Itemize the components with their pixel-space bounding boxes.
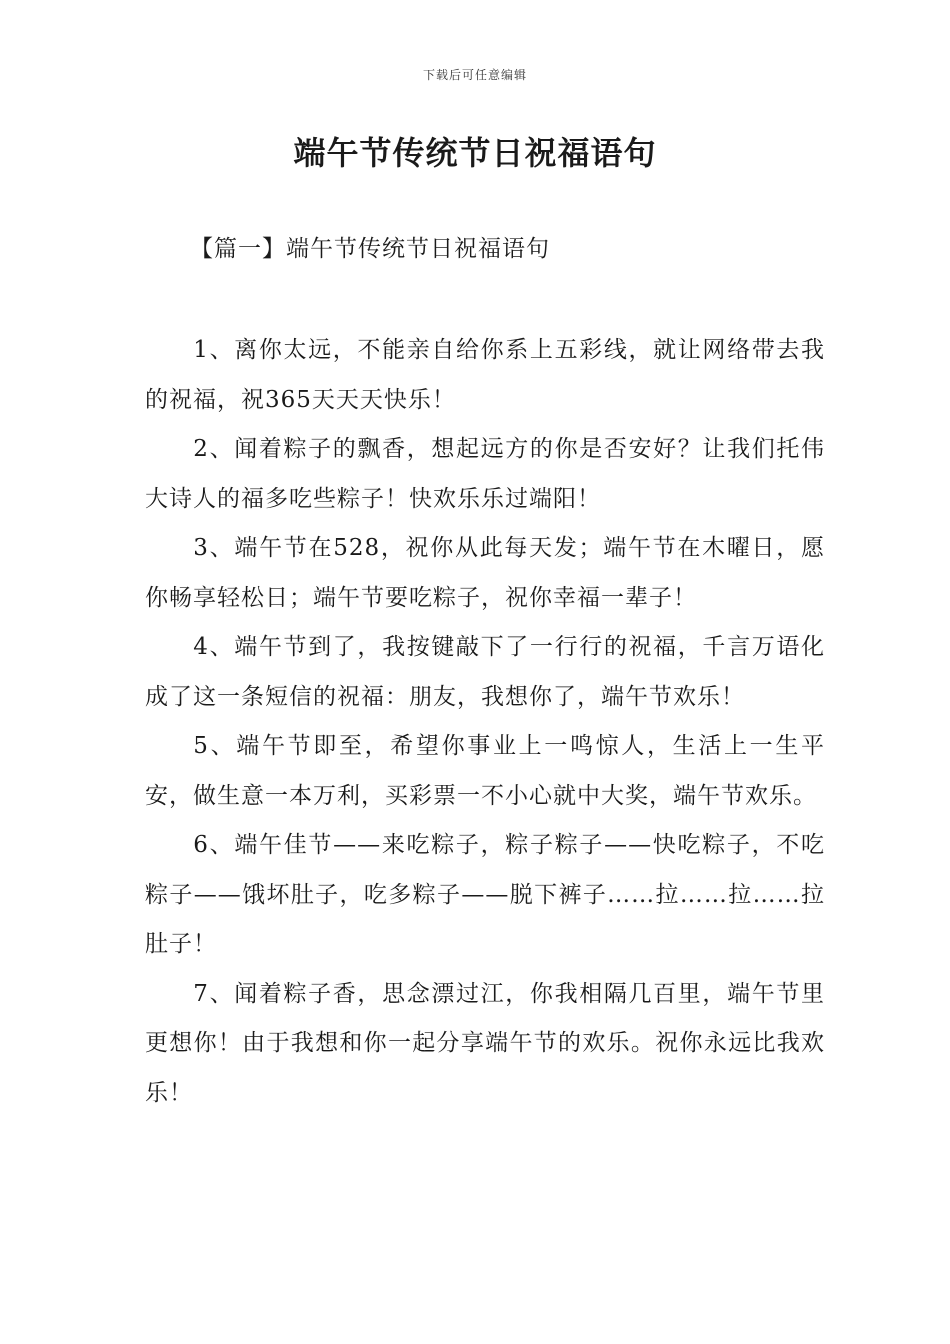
- body-text: [145, 326, 825, 1118]
- paragraph-1: 1、离你太远，不能亲自给你系上五彩线，就让网络带去我的祝福，祝365天天天快乐！: [145, 337, 825, 413]
- paragraph-2: 2、闻着粽子的飘香，想起远方的你是否安好？让我们托伟大诗人的福多吃些粽子！快欢乐乐过端阳！: [145, 436, 825, 512]
- paragraph-5: 5、端午节即至，希望你事业上一鸣惊人，生活上一生平安，做生意一本万利，买彩票一不小心就中大奖，端午节欢乐。: [145, 733, 825, 809]
- paragraph-7: 7、闻着粽子香，思念漂过江，你我相隔几百里，端午节里更想你！由于我想和你一起分享端午节的欢乐。祝你永远比我欢乐！: [145, 980, 825, 1106]
- document-title: 端午节传统节日祝福语句: [293, 134, 657, 172]
- section-heading: 【篇一】端午节传统节日祝福语句: [190, 236, 550, 262]
- paragraph-4: 4、端午节到了，我按键敲下了一行行的祝福，千言万语化成了这一条短信的祝福：朋友，我想你了，端午节欢乐！: [145, 634, 825, 710]
- paragraph-3: 3、端午节在528，祝你从此每天发；端午节在木曜日，愿你畅享轻松日；端午节要吃粽子，祝你幸福一辈子！: [145, 535, 825, 611]
- paragraph-6: 6、端午佳节——来吃粽子，粽子粽子——快吃粽子，不吃粽子——饿坏肚子，吃多粽子——脱下裤子……拉……拉……拉肚子！: [145, 832, 826, 957]
- header-note: 下载后可任意编辑: [422, 68, 527, 82]
